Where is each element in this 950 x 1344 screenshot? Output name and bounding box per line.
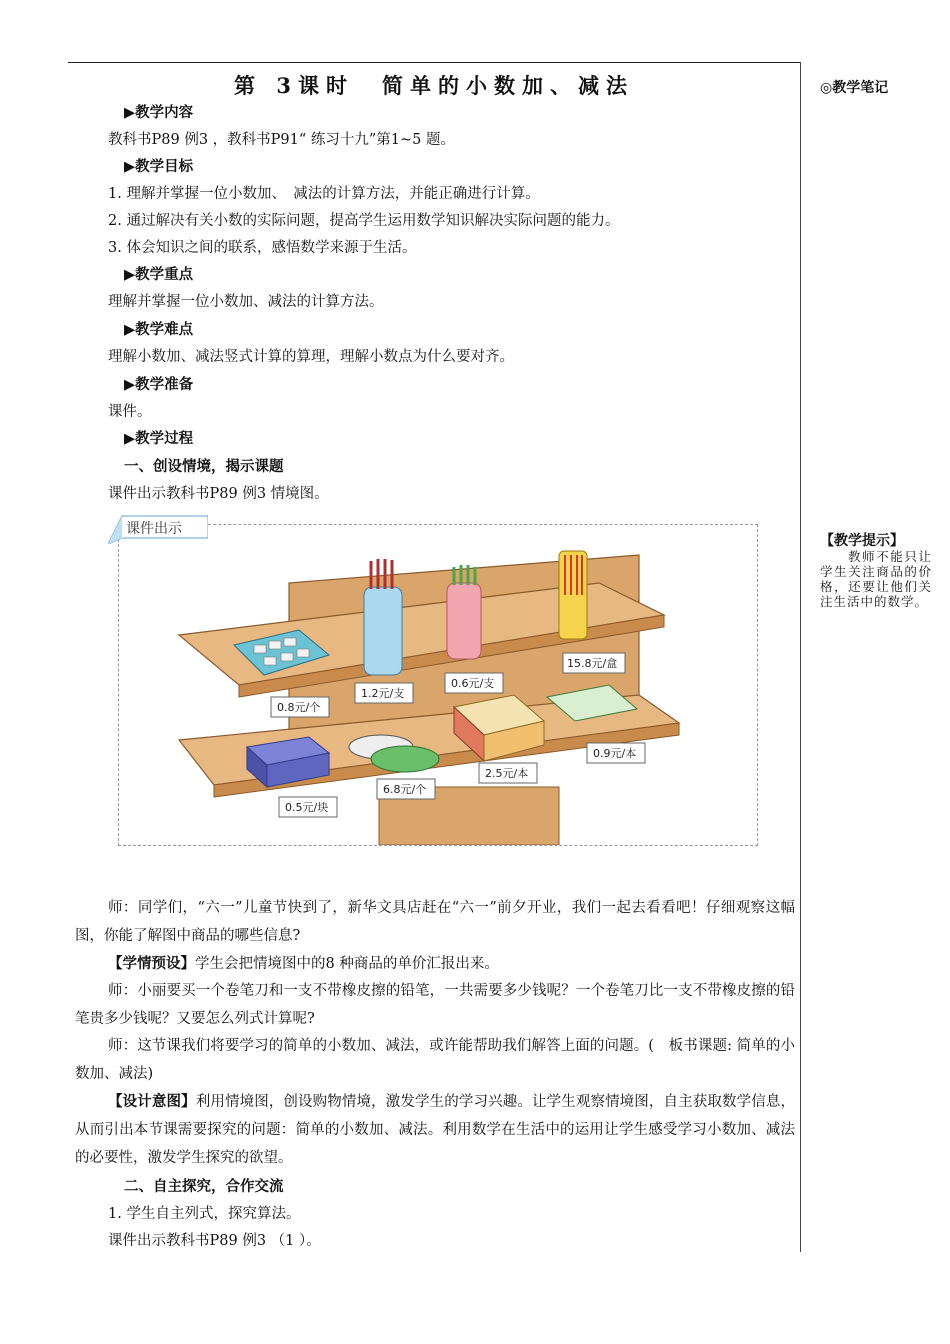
top-rule	[68, 62, 800, 63]
courseware-label-text: 课件出示	[126, 521, 182, 537]
price-sharpener: 0.8元/个	[277, 701, 321, 714]
price-pencil-case: 6.8元/个	[383, 783, 427, 796]
teaching-tip	[820, 534, 932, 609]
difficulty-text: 理解小数加、减法竖式计算的算理，理解小数点为什么要对齐。	[108, 349, 514, 365]
pencil-cup-pink	[447, 583, 481, 659]
step2-heading: 二、自主探究，合作交流	[124, 1178, 284, 1195]
section-goals-heading: ▶教学目标	[124, 158, 194, 175]
preview-text: 学生会把情境图中的8 种商品的单价汇报出来。	[195, 956, 499, 972]
section-content-heading: ▶教学内容	[124, 104, 194, 121]
price-pencil-set: 15.8元/盒	[567, 657, 618, 670]
notes-divider	[800, 62, 801, 1252]
paragraph-design-intent	[75, 1088, 795, 1172]
paragraph-question: 师：小丽要买一个卷笔刀和一支不带橡皮擦的铅笔，一共需要多少钱呢？一个卷笔刀比一支不带橡皮擦的铅笔贵多少钱呢？又要怎么列式计算呢?	[75, 983, 795, 1027]
notes-heading: ◎教学笔记	[820, 80, 889, 96]
scene-illustration	[118, 524, 758, 846]
pencil-cup-blue	[364, 587, 402, 675]
price-eraser: 0.5元/块	[285, 801, 329, 814]
section-prep-heading: ▶教学准备	[124, 376, 194, 393]
paragraph-preview	[75, 950, 795, 978]
design-tag: 【设计意图】	[108, 1093, 196, 1110]
step2-item-2: 课件出示教科书P89 例3 （1 ）。	[108, 1233, 321, 1249]
section-process-heading: ▶教学过程	[124, 430, 194, 447]
price-pencil-a: 1.2元/支	[361, 687, 405, 700]
prep-text: 课件。	[108, 404, 152, 420]
design-text: 利用情境图，创设购物情境，激发学生的学习兴趣。让学生观察情境图，自主获取数学信息，从而引出本节课需要探究的问题：简单的小数加、减法。利用数学在生活中的运用让学生感受学习小数加、减法的必要性，激发学生探究的欲望。	[75, 1094, 795, 1166]
key-text: 理解并掌握一位小数加、减法的计算方法。	[108, 294, 384, 310]
teaching-tip-text: 教师不能只让学生关注商品的价格，还要让他们关注生活中的数学。	[820, 549, 932, 609]
section-difficulty-heading: ▶教学难点	[124, 321, 194, 338]
step2-item-1: 1. 学生自主列式，探究算法。	[108, 1206, 301, 1222]
page-title: 第 3课时 简单的小数加、减法	[234, 73, 634, 98]
teaching-tip-title: 【教学提示】	[820, 533, 904, 549]
paragraph-lesson-topic: 师：这节课我们将要学习的简单的小数加、减法，或许能帮助我们解答上面的问题。( 板书课题: 简单的小数加、减法)	[75, 1038, 795, 1082]
preview-tag: 【学情预设】	[108, 955, 195, 972]
paragraph-teacher-intro: 师：同学们，“六一”儿童节快到了，新华文具店赶在“六一”前夕开业，我们一起去看看吧！仔细观察这幅图，你能了解图中商品的哪些信息?	[75, 900, 795, 944]
goal-2: 2. 通过解决有关小数的实际问题，提高学生运用数学知识解决实际问题的能力。	[108, 213, 620, 229]
price-notebook: 2.5元/本	[485, 767, 529, 780]
content-text: 教科书P89 例3 ，教科书P91“ 练习十九”第1~5 题。	[108, 132, 456, 148]
courseware-label	[108, 512, 208, 544]
goal-3: 3. 体会知识之间的联系，感悟数学来源于生活。	[108, 240, 417, 256]
step1-heading: 一、创设情境，揭示课题	[124, 458, 284, 475]
goal-1: 1. 理解并掌握一位小数加、 减法的计算方法，并能正确进行计算。	[108, 186, 540, 202]
step1-text: 课件出示教科书P89 例3 情境图。	[108, 486, 329, 502]
section-key-heading: ▶教学重点	[124, 266, 194, 283]
price-pencil-b: 0.6元/支	[451, 677, 495, 690]
pencil-case-green	[371, 746, 439, 772]
price-exercise-book: 0.9元/本	[593, 747, 637, 760]
shelf-drawing	[119, 525, 757, 845]
